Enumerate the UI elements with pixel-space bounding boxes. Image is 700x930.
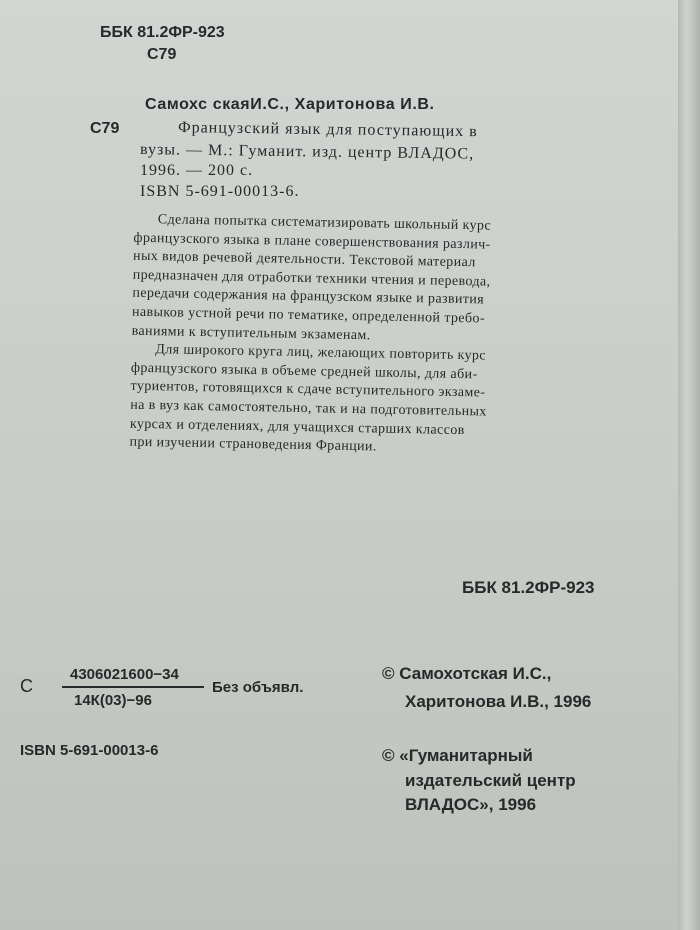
- annotation-line: Для широкого круга лиц, желающих повторить курс: [155, 342, 487, 364]
- entry-title-line2: вузы. — М.: Гуманит. изд. центр ВЛАДОС,: [139, 141, 475, 163]
- annotation-line: курсах и отделениях, для учащихся старших классов: [129, 416, 465, 438]
- annotation-line: Сделана попытка систематизировать школьный курс: [157, 212, 492, 234]
- annotation-line: навыков устной речи по тематике, определенной требо-: [131, 304, 486, 327]
- annotation-line: ваниями к вступительным экзаменам.: [131, 323, 371, 343]
- copyright-publisher-line3: ВЛАДОС», 1996: [405, 795, 537, 814]
- annotation: [91, 210, 491, 459]
- page-edge: [678, 0, 700, 930]
- annotation-line: французского языка в объеме средней школы, для аби-: [130, 360, 478, 383]
- annotation-line: туриентов, готовящихся к сдаче вступительного экзаме-: [130, 379, 486, 401]
- copyright-publisher-line2: издательский центр: [405, 771, 576, 790]
- fraction-line: [62, 686, 204, 688]
- entry-cutter: С79: [90, 120, 120, 137]
- imprint-numerator: 4306021600−34: [70, 666, 179, 683]
- imprint-denominator: 14К(03)−96: [74, 692, 152, 709]
- copyright-authors-line1: © Самохотская И.С.,: [382, 664, 552, 683]
- entry-title-line1: Французский язык для поступающих в: [177, 119, 478, 141]
- entry-year-pages: 1996. — 200 с.: [140, 162, 254, 179]
- bbk-code-bottom: ББК 81.2ФР-923: [462, 578, 595, 597]
- bbk-code: ББК 81.2ФР-923: [100, 24, 225, 41]
- entry-isbn: ISBN 5-691-00013-6.: [140, 183, 300, 200]
- imprint-note: Без объявл.: [212, 679, 304, 696]
- annotation-line: ных видов речевой деятельности. Текстовой материал: [132, 248, 476, 271]
- imprint-letter: С: [20, 676, 33, 696]
- annotation-line: передачи содержания на французском языке и развития: [132, 286, 485, 308]
- annotation-line: предназначен для отработки техники чтения и перевода,: [132, 267, 491, 290]
- annotation-line: на в вуз как самостоятельно, так и на подготовительных: [130, 397, 487, 420]
- copyright-authors-line2: Харитонова И.В., 1996: [405, 692, 592, 711]
- annotation-line: при изучении страноведения Франции.: [129, 434, 377, 455]
- copyright-publisher-line1: © «Гуманитарный: [382, 746, 533, 765]
- annotation-line: французского языка в плане совершенствования различ-: [133, 230, 491, 253]
- entry-authors: Самохс скаяИ.С., Харитонова И.В.: [145, 96, 435, 113]
- cutter-code-top: С79: [147, 46, 177, 63]
- imprint-isbn: ISBN 5-691-00013-6: [20, 742, 159, 759]
